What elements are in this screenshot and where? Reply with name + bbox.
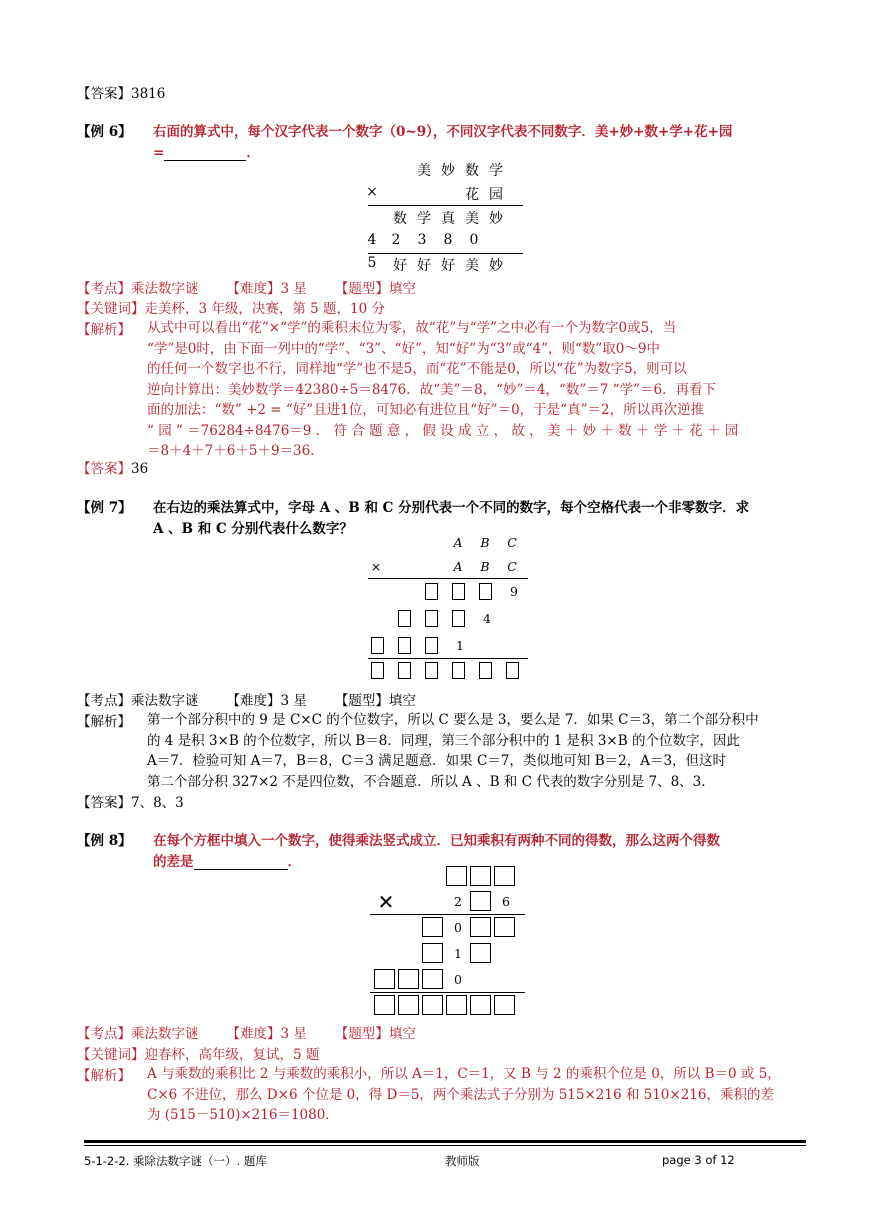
ex8-question-line1: 在每个方框中填入一个数字，使得乘法竖式成立．已知乘积有两种不同的得数，那么这两个得数 <box>153 833 720 849</box>
p7-r5-box2[interactable] <box>398 637 411 654</box>
p7-r1-c: C <box>507 535 517 550</box>
p6-r5-c3: 好 <box>417 258 431 274</box>
footer-center: 教师版 <box>445 1154 480 1168</box>
p7-r3-box3[interactable] <box>479 583 492 600</box>
ex6-jiexi-label: 【解析】 <box>77 322 131 338</box>
p6-r1-c3: 数 <box>465 163 479 179</box>
p8-r1-box3[interactable] <box>494 866 515 886</box>
p7-r5-box1[interactable] <box>371 637 384 654</box>
p6-r4-c3: 3 <box>417 232 427 248</box>
footer-rule-thin <box>84 1145 806 1146</box>
p6-r1-c1: 美 <box>417 163 431 179</box>
p8-r3-digit0: 0 <box>454 920 462 935</box>
p8-r5-digit0: 0 <box>454 972 462 987</box>
ex7-question-line2: A 、B 和 C 分别代表什么数字？ <box>153 521 353 537</box>
footer-left: 5-1-2-2. 乘除法数字谜（一）. 题库 <box>84 1154 267 1168</box>
p7-r2-c: C <box>507 559 517 574</box>
ex7-answer: 【答案】7、8、3 <box>77 795 184 811</box>
p7-r6-box4[interactable] <box>452 662 465 679</box>
ex7-jiexi: 第一个部分积中的 9 是 C×C 的个位数字，所以 C 要么是 3，要么是 7．如果 C＝3，第二个部分积中 的 4 是积 3×B 的个位数字，所以 B＝8．同理，第三个部分积中的 1 是积 3×B 的个位数字，因此 A＝7．检验可知 A＝7，B＝8，C＝3 满足题意．如果 C＝7，类似地可知 B＝2，A＝3，但这时 第二个部分积 327×2 不是四位数，不合题意．所以 A 、B 和 C 代表的数字分别是 7、8、3. <box>147 712 759 790</box>
p8-r2-digit6: 6 <box>502 894 510 909</box>
p8-r5-box2[interactable] <box>398 969 419 989</box>
p6-r2-c1: 花 <box>465 187 479 203</box>
p8-r6-box3[interactable] <box>422 995 443 1015</box>
p7-r2-a: A <box>453 559 463 574</box>
ex6-question-line1: 右面的算式中，每个汉字代表一个数字（0~9），不同汉字代表不同数字．美+妙+数+学+花+园 <box>153 124 733 140</box>
p8-r2-digit2: 2 <box>454 894 462 909</box>
p6-r4-c1: 4 <box>367 232 377 248</box>
p8-r1-box1[interactable] <box>446 866 467 886</box>
p6-r1-c4: 学 <box>489 163 503 179</box>
p6-r3-c5: 妙 <box>489 211 503 227</box>
p8-r4-digit1: 1 <box>454 946 462 961</box>
p7-r6-box3[interactable] <box>425 662 438 679</box>
footer-rule-thick <box>84 1140 806 1143</box>
p7-r4-box3[interactable] <box>452 610 465 627</box>
p6-r2-c2: 园 <box>489 187 503 203</box>
p8-r4-box2[interactable] <box>470 943 491 963</box>
p7-r1-b: B <box>480 535 490 550</box>
ex8-puzzle <box>370 864 530 1024</box>
p7-r5-digit1: 1 <box>456 638 464 653</box>
p7-rule-1 <box>368 578 528 579</box>
ex6-keywords: 【关键词】走美杯，3 年级，决赛，第 5 题，10 分 <box>77 301 386 317</box>
p7-r6-box6[interactable] <box>506 662 519 679</box>
p7-r3-box1[interactable] <box>425 583 438 600</box>
p7-r4-box1[interactable] <box>398 610 411 627</box>
p8-r6-box6[interactable] <box>494 995 515 1015</box>
p7-r6-box1[interactable] <box>371 662 384 679</box>
p7-times-sign: × <box>370 559 382 574</box>
ex7-tag: 【例 7】 <box>77 500 132 516</box>
answer-line <box>77 82 165 102</box>
p7-r3-digit9: 9 <box>510 584 518 599</box>
ex6-puzzle <box>360 158 530 273</box>
p6-r4-c5: 0 <box>469 232 479 248</box>
p7-r4-box2[interactable] <box>425 610 438 627</box>
p8-r6-box1[interactable] <box>374 995 395 1015</box>
p6-r3-c3: 真 <box>441 211 455 227</box>
ex8-tag: 【例 8】 <box>77 833 132 849</box>
ex8-keywords: 【关键词】迎春杯，高年级，复试，5 题 <box>77 1047 320 1063</box>
p7-rule-2 <box>368 658 528 659</box>
p6-rule-2 <box>368 253 523 254</box>
p6-r5-c6: 妙 <box>489 258 503 274</box>
p8-r1-box2[interactable] <box>470 866 491 886</box>
p8-r3-box1[interactable] <box>422 917 443 937</box>
ex8-answer-blank[interactable] <box>194 855 288 870</box>
ex6-meta-line: 【考点】乘法数字谜 【难度】3 星 【题型】填空 <box>77 281 416 297</box>
p8-r5-box3[interactable] <box>422 969 443 989</box>
p8-r4-box1[interactable] <box>422 943 443 963</box>
p8-r6-box2[interactable] <box>398 995 419 1015</box>
ex8-jiexi: A 与乘数的乘积比 2 与乘数的乘积小，所以 A＝1，C＝1，又 B 与 2 的乘积个位是 0，所以 B＝0 或 5， C×6 不进位，那么 D×6 个位是 0，得 D＝5，两个乘法式子分别为 515×216 和 510×216，乘积的差 为 (515－510)×216＝1080． <box>147 1066 781 1123</box>
ex6-tag: 【例 6】 <box>77 124 132 140</box>
p6-r3-c4: 美 <box>465 211 479 227</box>
p7-r3-box2[interactable] <box>452 583 465 600</box>
ex8-jiexi-label: 【解析】 <box>77 1068 131 1084</box>
ex8-question-line2: 的差是 ． <box>153 854 301 870</box>
p8-r6-box5[interactable] <box>470 995 491 1015</box>
ex7-meta-line: 【考点】乘法数字谜 【难度】3 星 【题型】填空 <box>77 693 416 709</box>
p7-r6-box5[interactable] <box>479 662 492 679</box>
p6-r5-c1: 5 <box>367 255 377 271</box>
ex6-answer-blank[interactable] <box>164 146 246 161</box>
p6-rule-1 <box>368 205 523 206</box>
answer-value: 3816 <box>131 86 166 102</box>
ex6-question-line2: = ． <box>153 145 260 161</box>
ex6-answer: 【答案】36 <box>77 461 149 477</box>
p6-r5-c2: 好 <box>393 258 407 274</box>
p7-r5-box3[interactable] <box>425 637 438 654</box>
p6-r5-c5: 美 <box>465 258 479 274</box>
p6-r4-c4: 8 <box>443 232 453 248</box>
p6-times-sign: × <box>366 184 378 200</box>
p8-r6-box4[interactable] <box>446 995 467 1015</box>
p8-r3-box2[interactable] <box>470 917 491 937</box>
p8-r2-box[interactable] <box>470 891 491 911</box>
ex8-meta-line: 【考点】乘法数字谜 【难度】3 星 【题型】填空 <box>77 1026 416 1042</box>
ex7-question-line1: 在右边的乘法算式中，字母 A 、B 和 C 分别代表一个不同的数字，每个空格代表一个非零数字．求 <box>153 500 750 516</box>
p6-r4-c2: 2 <box>391 232 401 248</box>
p6-r3-c1: 数 <box>393 211 407 227</box>
p6-r3-c2: 学 <box>417 211 431 227</box>
ex7-jiexi-label: 【解析】 <box>77 714 131 730</box>
p8-r3-box3[interactable] <box>494 917 515 937</box>
ex7-puzzle <box>360 535 535 685</box>
p7-r1-a: A <box>453 535 463 550</box>
p8-rule-2 <box>370 992 525 993</box>
p8-times-sign: ✕ <box>377 890 395 914</box>
p8-rule-1 <box>370 914 525 915</box>
answer-label: 【答案】 <box>77 86 131 102</box>
p7-r4-digit4: 4 <box>483 611 491 626</box>
p8-r5-box1[interactable] <box>374 969 395 989</box>
p7-r2-b: B <box>480 559 490 574</box>
footer-page-number: page 3 of 12 <box>662 1153 735 1167</box>
p6-r1-c2: 妙 <box>441 163 455 179</box>
p6-r5-c4: 好 <box>441 258 455 274</box>
p7-r6-box2[interactable] <box>398 662 411 679</box>
ex6-jiexi: 从式中可以看出“花”×“学”的乘积末位为零，故“花”与“学”之中必有一个为数字0或5，当 “学”是0时，由下面一列中的“学”、“3”、“好”，知“好”为“3”或“4”，则“数”取0～9中 的任何一个数字也不行，同样地“学”也不是5，而“花”不能是0，所以“花”为数字5，则可以 逆向计算出：美妙数学＝42380÷5＝8476．故“美”＝8，“妙”＝4，“数”＝7 “学”＝6．再看下 面的加法：“数” +2 = “好”且进1位，可知必有进位且“好”＝0，于是“真”＝2，所以再次逆推 “ 园 ” ＝76284÷8476＝9 ． 符 合 题 意 ， 假 设 成 立 ， 故 ， 美 ＋ 妙 ＋ 数 ＋ 学 ＋ 花 ＋ 园 ＝8＋4＋7＋6＋5＋9＝36． <box>147 320 739 459</box>
